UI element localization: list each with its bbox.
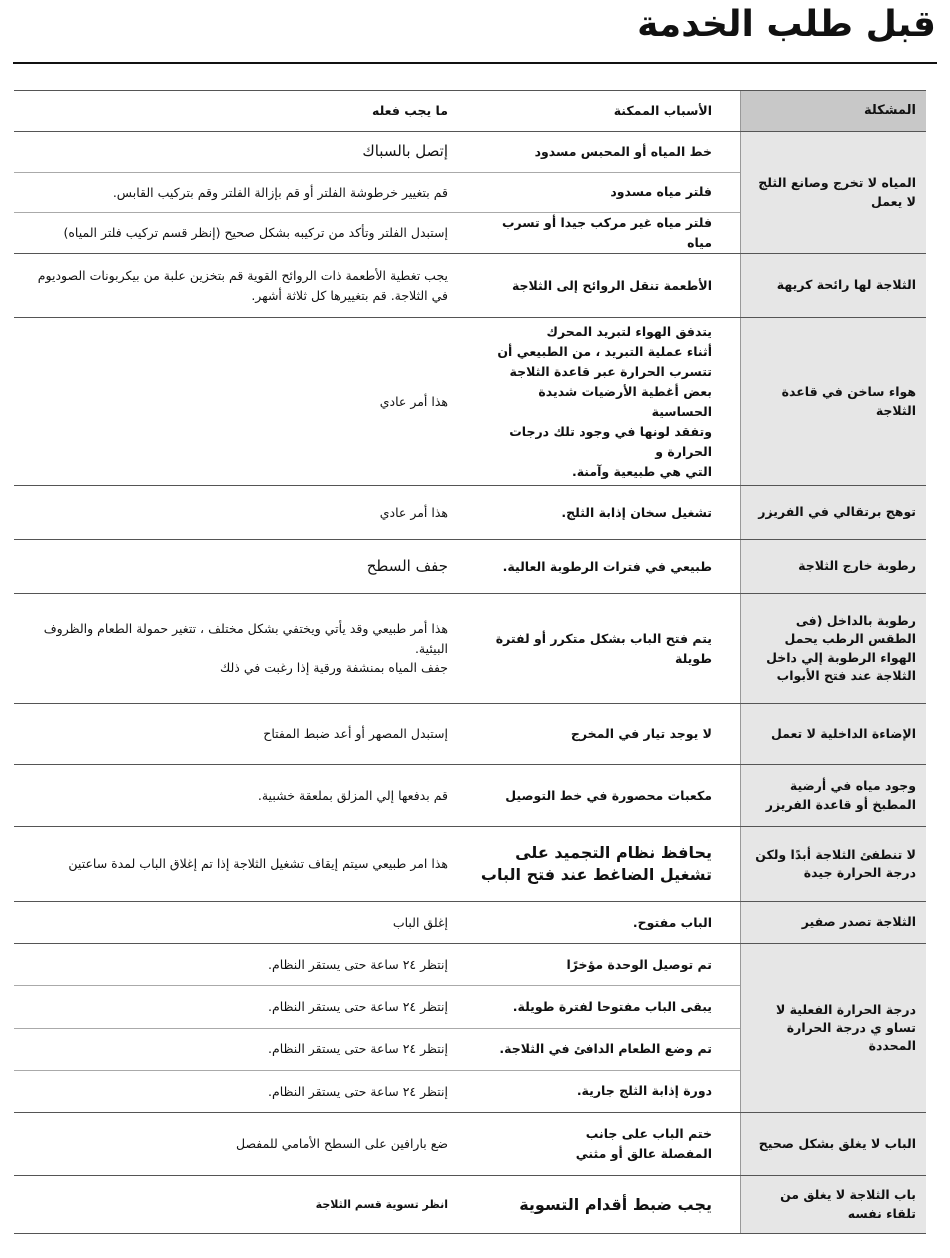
table-row bbox=[14, 593, 926, 703]
action-cell bbox=[14, 827, 470, 901]
table-row bbox=[14, 943, 926, 1112]
cause-line: يتدفق الهواء لتبريد المحرك bbox=[546, 323, 712, 339]
action-line: إنتظر ٢٤ ساعة حتى يستقر النظام. bbox=[267, 1041, 448, 1057]
action-cell bbox=[14, 132, 470, 172]
action-line: هذا أمر عادي bbox=[379, 504, 448, 520]
action-cell bbox=[14, 944, 470, 985]
cause-action-pair bbox=[14, 486, 740, 539]
table-row bbox=[14, 901, 926, 943]
action-cell bbox=[14, 318, 470, 485]
problem-cell: الإضاءة الداخلية لا تعمل bbox=[740, 704, 926, 764]
action-line: قم بتغيير خرطوشة الفلتر أو قم بإزالة الفلتر وقم بتركيب القابس. bbox=[112, 184, 448, 200]
cause-action-pair bbox=[14, 1070, 740, 1112]
problem-cell: باب الثلاجة لا يغلق من تلقاء نفسه bbox=[740, 1176, 926, 1233]
cause-cell: الباب مفتوح. bbox=[632, 914, 712, 930]
action-line: إنتظر ٢٤ ساعة حتى يستقر النظام. bbox=[267, 956, 448, 972]
cause-cell: تم توصيل الوحدة مؤخرًا bbox=[566, 956, 712, 972]
problem-cell: وجود مياه في أرضية المطبخ أو قاعدة الفريزر bbox=[740, 765, 926, 826]
problem-cell: لا تنطفئ الثلاجة أبدًا ولكن درجة الحرارة جيدة bbox=[740, 827, 926, 901]
action-cell bbox=[14, 1176, 470, 1233]
action-line: هذا أمر طبيعي وقد يأتي ويختفي بشكل مختلف ، تتغير حمولة الطعام والظروف البيئية. bbox=[43, 621, 448, 656]
header-causes: الأسباب الممكنة bbox=[613, 103, 712, 118]
cause-action-pair bbox=[14, 1176, 740, 1233]
action-cell bbox=[14, 986, 470, 1027]
action-line: ضع بارافين على السطح الأمامي للمفصل bbox=[236, 1136, 448, 1152]
problem-cell: توهج برتقالي في الفريزر bbox=[740, 486, 926, 539]
action-cell bbox=[14, 594, 470, 703]
cause-cell: يبقى الباب مفتوحا لفترة طويلة. bbox=[512, 998, 712, 1014]
action-cell bbox=[14, 765, 470, 826]
problem-cell: المياه لا تخرج وصانع الثلج لا يعمل bbox=[740, 132, 926, 253]
cause-action-pair bbox=[14, 318, 740, 485]
action-cell bbox=[14, 1113, 470, 1175]
action-line: إغلق الباب bbox=[392, 914, 448, 930]
action-line: إستبدل المصهر أو أعد ضبط المفتاح bbox=[263, 726, 448, 742]
cause-cell: يحافظ نظام التجميد على تشغيل الضاغط عند فتح الباب bbox=[480, 843, 712, 884]
cause-action-pair bbox=[14, 1028, 740, 1070]
table-row bbox=[14, 317, 926, 485]
cause-action-pair bbox=[14, 765, 740, 826]
header-action: ما يجب فعله bbox=[372, 103, 448, 119]
cause-cell: دورة إذابة الثلج جارية. bbox=[576, 1083, 712, 1099]
problem-cell: الثلاجة لها رائحة كريهة bbox=[740, 254, 926, 317]
cause-action-pair bbox=[14, 254, 740, 317]
cause-action-pair bbox=[14, 902, 740, 943]
cause-cell: فلتر مياه غير مركب جيدا أو تسرب مياه bbox=[501, 215, 712, 250]
action-cell bbox=[14, 173, 470, 213]
problem-cell: درجة الحرارة الفعلية لا تساو ي درجة الحرارة المحددة bbox=[740, 944, 926, 1112]
cause-line: أثناء عملية التبريد ، من الطبيعي أن bbox=[497, 343, 712, 359]
table-row bbox=[14, 131, 926, 253]
action-cell bbox=[14, 704, 470, 764]
table-row bbox=[14, 539, 926, 593]
action-line: قم بدفعها إلي المزلق بملعقة خشبية. bbox=[257, 787, 448, 803]
action-cell bbox=[14, 1029, 470, 1070]
cause-cell: يتم فتح الباب بشكل متكرر أو لفترة طويلة bbox=[495, 630, 712, 666]
action-cell bbox=[14, 486, 470, 539]
cause-action-pair bbox=[14, 594, 740, 703]
problem-cell: رطوبة بالداخل (فى الطقس الرطب يحمل الهواء الرطوبة إلي داخل الثلاجة عند فتح الأبواب bbox=[740, 594, 926, 703]
cause-cell: الأطعمة تنقل الروائح إلى الثلاجة bbox=[511, 277, 712, 293]
cause-cell bbox=[470, 1113, 740, 1175]
table-row bbox=[14, 826, 926, 901]
cause-line: التي هي طبيعية وآمنة. bbox=[571, 463, 712, 479]
action-cell bbox=[14, 213, 470, 253]
cause-line: وتفقد لونها في وجود تلك درجات الحرارة و bbox=[509, 423, 712, 459]
cause-cell: مكعبات محصورة في خط التوصيل bbox=[505, 787, 712, 803]
troubleshooting-table bbox=[14, 90, 926, 1234]
action-line: جفف السطح bbox=[366, 556, 448, 575]
action-line: إنتظر ٢٤ ساعة حتى يستقر النظام. bbox=[267, 999, 448, 1015]
action-line: إستبدل الفلتر وتأكد من تركيبه بشكل صحيح (إنظر قسم تركيب فلتر المياه) bbox=[63, 225, 448, 241]
action-line: إتصل بالسباك bbox=[362, 142, 448, 161]
cause-line: بعض أغطية الأرضيات شديدة الحساسية bbox=[538, 383, 712, 419]
cause-action-pair bbox=[14, 944, 740, 985]
cause-action-pair bbox=[14, 212, 740, 253]
cause-action-pair bbox=[14, 704, 740, 764]
action-line: إنتظر ٢٤ ساعة حتى يستقر النظام. bbox=[267, 1083, 448, 1099]
cause-action-pair bbox=[14, 540, 740, 593]
header-problem: المشكلة bbox=[740, 91, 926, 131]
table-row bbox=[14, 1112, 926, 1175]
cause-cell: تم وضع الطعام الدافئ في الثلاجة. bbox=[499, 1041, 712, 1057]
cause-cell: لا يوجد تيار في المخرج bbox=[570, 726, 712, 741]
cause-action-pair bbox=[14, 1113, 740, 1175]
table-row bbox=[14, 485, 926, 539]
problem-cell: الثلاجة تصدر صفير bbox=[740, 902, 926, 943]
cause-line: ختم الباب على جانب bbox=[585, 1126, 712, 1141]
action-cell bbox=[14, 1071, 470, 1112]
problem-cell: رطوبة خارج الثلاجة bbox=[740, 540, 926, 593]
cause-action-pair bbox=[14, 132, 740, 172]
cause-cell: يجب ضبط أقدام التسوية bbox=[519, 1194, 712, 1214]
action-line: انظر تسوية قسم الثلاجة bbox=[315, 1197, 448, 1211]
cause-line: المفصلة عالق أو مثني bbox=[575, 1146, 712, 1161]
cause-cell: فلتر مياه مسدود bbox=[610, 184, 712, 200]
table-row bbox=[14, 703, 926, 764]
action-cell bbox=[14, 540, 470, 593]
table-row bbox=[14, 253, 926, 317]
cause-cell bbox=[470, 318, 740, 485]
action-cell bbox=[14, 902, 470, 943]
table-row bbox=[14, 1175, 926, 1234]
cause-line: تتسرب الحرارة عبر قاعدة الثلاجة bbox=[509, 363, 712, 379]
action-cell bbox=[14, 254, 470, 317]
cause-action-pair bbox=[14, 827, 740, 901]
action-line: هذا أمر عادي bbox=[379, 393, 448, 409]
action-line: يجب تغطية الأطعمة ذات الروائح القوية قم بتخزين علبة من بيكربونات الصوديوم في الثلاجة. قم بتغييرها كل ثلاثة أشهر. bbox=[37, 268, 448, 303]
cause-cell: خط المياه أو المحبس مسدود bbox=[534, 143, 712, 159]
table-header-row bbox=[14, 90, 926, 131]
cause-cell: تشغيل سخان إذابة الثلج. bbox=[561, 504, 712, 520]
cause-action-pair bbox=[14, 985, 740, 1027]
problem-cell: الباب لا يغلق بشكل صحيح bbox=[740, 1113, 926, 1175]
action-line: هذا امر طبيعي سيتم إيقاف تشغيل الثلاجة إذا تم إغلاق الباب لمدة ساعتين bbox=[68, 856, 448, 872]
cause-action-pair bbox=[14, 172, 740, 213]
cause-cell: طبيعي في فترات الرطوبة العالية. bbox=[502, 558, 712, 574]
action-line: جفف المياه بمنشفة ورقية إذا رغبت في ذلك bbox=[219, 660, 448, 676]
title-divider bbox=[13, 62, 937, 64]
page-title: قبل طلب الخدمة bbox=[637, 4, 936, 45]
table-row bbox=[14, 764, 926, 826]
problem-cell: هواء ساخن في قاعدة الثلاجة bbox=[740, 318, 926, 485]
